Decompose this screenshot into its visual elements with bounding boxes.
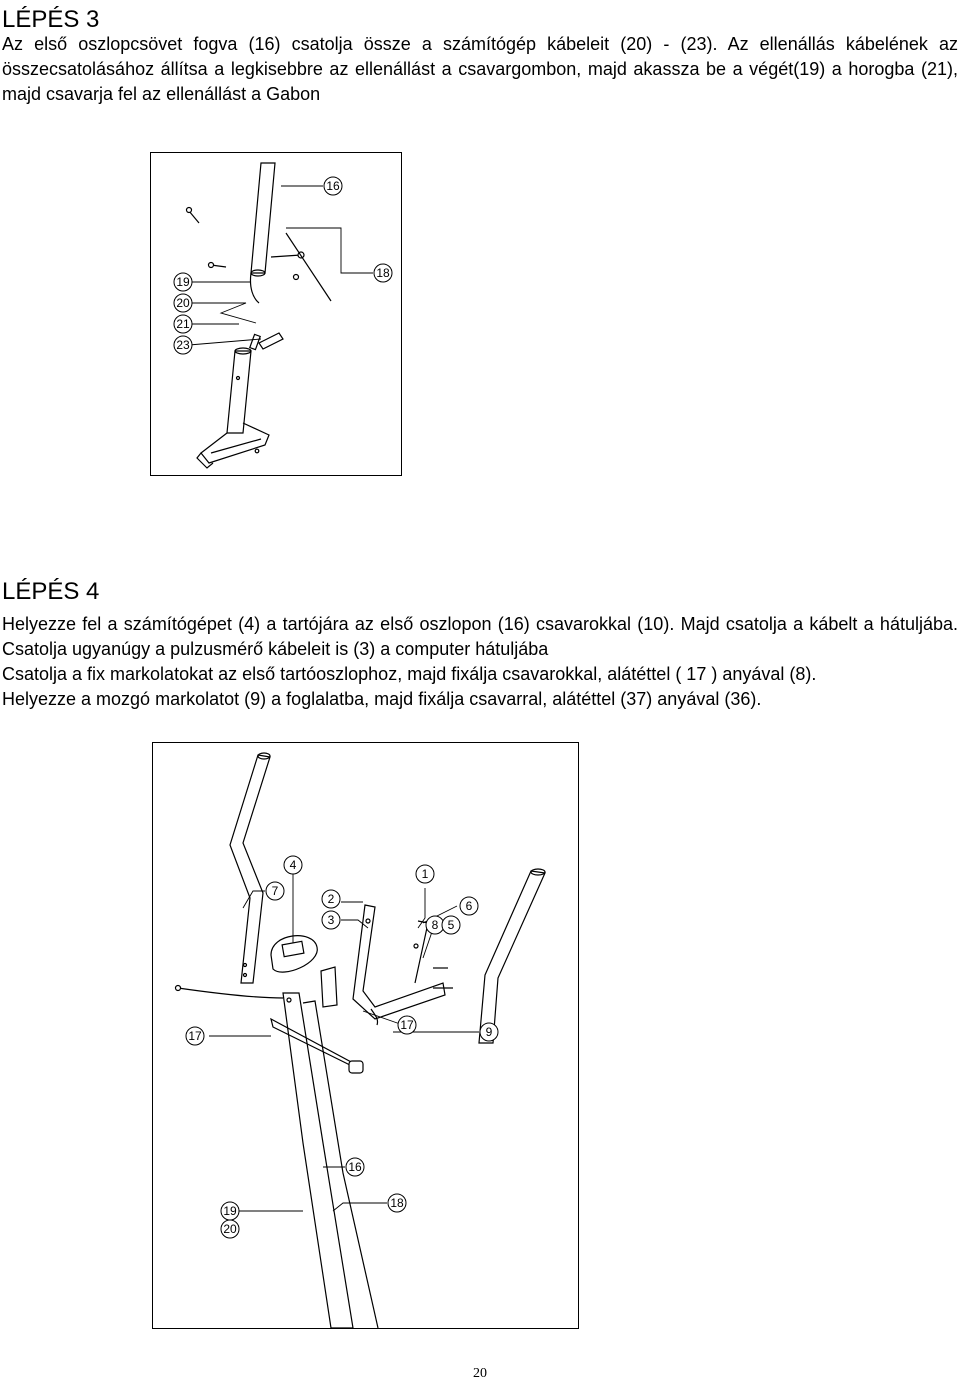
callout-17-right: 17 (400, 1018, 414, 1032)
callout-8: 8 (431, 918, 439, 932)
step4-callouts (186, 856, 498, 1238)
callout-18: 18 (390, 1196, 404, 1210)
step3-callouts (174, 177, 392, 354)
step4-paragraph-1: Helyezze fel a számítógépet (4) a tartójára az első oszlopon (16) csavarokkal (10). Majd csatolja a kábelt a hátuljába. Csatolja ugyanúgy a pulzusmérő kábeleit is (3) a computer hátuljába (2, 614, 958, 659)
callout-5: 5 (447, 918, 455, 932)
callout-20: 20 (223, 1222, 237, 1236)
page-number: 20 (473, 1366, 487, 1381)
step4-paragraph-3: Helyezze a mozgó markolatot (9) a foglalatba, majd fixálja csavarral, alátéttel (37) anyával (36). (2, 689, 762, 709)
callout-21: 21 (176, 317, 190, 331)
callout-6: 6 (465, 899, 473, 913)
step4-title: LÉPÉS 4 (2, 578, 100, 605)
callout-20: 20 (176, 296, 190, 310)
callout-19: 19 (176, 275, 190, 289)
step4-diagram (152, 742, 579, 1329)
step4-instructions (2, 612, 958, 712)
callout-19: 19 (223, 1204, 237, 1218)
callout-2: 2 (327, 892, 335, 906)
callout-18: 18 (376, 266, 390, 280)
step3-instructions: Az első oszlopcsövet fogva (16) csatolja össze a számítógép kábeleit (20) - (23). Az ellenállás kábelének az összecsatolásához állítsa a legkisebbre az ellenállást a csavargombon, majd akassza be a végét(19) a horogba (21), majd csavarja fel az ellenállást a Gabon (2, 34, 958, 104)
callout-3: 3 (327, 913, 335, 927)
callout-9: 9 (485, 1025, 493, 1039)
callout-16: 16 (326, 179, 340, 193)
callout-17-left: 17 (188, 1029, 202, 1043)
step4-paragraph-2: Csatolja a fix markolatokat az első tartóoszlophoz, majd fixálja csavarokkal, alátéttel ( 17 ) anyával (8). (2, 664, 817, 684)
callout-7: 7 (271, 884, 279, 898)
callout-16: 16 (348, 1160, 362, 1174)
step3-title: LÉPÉS 3 (2, 6, 100, 33)
callout-1: 1 (421, 867, 429, 881)
callout-4: 4 (289, 858, 297, 872)
callout-23: 23 (176, 338, 190, 352)
step3-diagram (150, 152, 402, 476)
